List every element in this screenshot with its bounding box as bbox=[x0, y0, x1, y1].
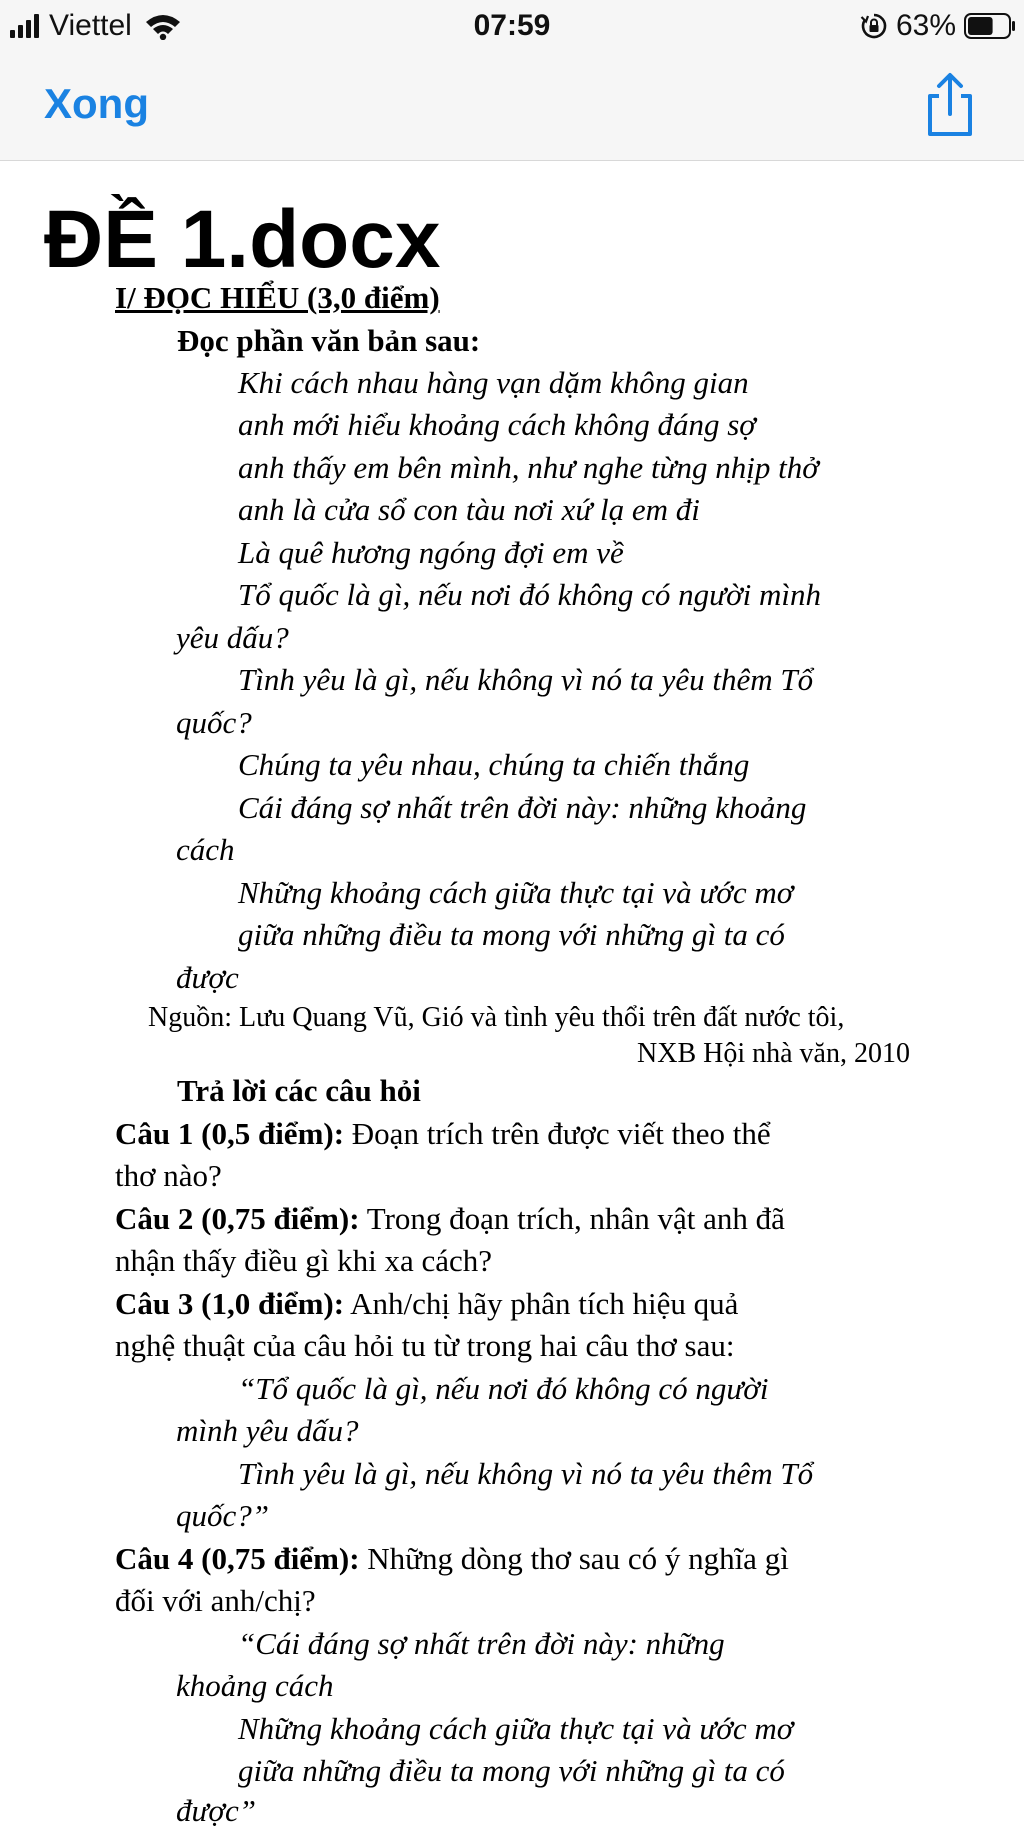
share-button[interactable] bbox=[922, 72, 978, 138]
poem-line: quốc? bbox=[176, 705, 252, 740]
poem-line: Chúng ta yêu nhau, chúng ta chiến thắng bbox=[238, 747, 750, 782]
question-text: đối với anh/chị? bbox=[115, 1583, 316, 1618]
answer-heading: Trả lời các câu hỏi bbox=[177, 1073, 421, 1108]
viewer-nav-bar bbox=[0, 52, 1024, 161]
rotation-lock-icon bbox=[860, 12, 888, 40]
poem-line: Tổ quốc là gì, nếu nơi đó không có người mình bbox=[238, 577, 821, 612]
status-right bbox=[860, 6, 1016, 46]
question-label: Câu 4 (0,75 điểm): bbox=[115, 1541, 360, 1576]
poem-line: anh thấy em bên mình, như nghe từng nhịp thở bbox=[238, 450, 819, 485]
poem-line: cách bbox=[176, 832, 235, 867]
question-text: Những dòng thơ sau có ý nghĩa gì bbox=[359, 1541, 789, 1576]
poem-line: giữa những điều ta mong với những gì ta có bbox=[238, 917, 785, 952]
poem-line: Cái đáng sợ nhất trên đời này: những khoảng bbox=[238, 790, 807, 825]
status-time: 07:59 bbox=[473, 9, 551, 42]
battery-icon bbox=[964, 13, 1016, 39]
question-4 bbox=[115, 1541, 789, 1577]
quote-line: Tình yêu là gì, nếu không vì nó ta yêu thêm Tổ bbox=[238, 1456, 814, 1491]
question-1 bbox=[115, 1116, 771, 1152]
poem-line: yêu dấu? bbox=[176, 620, 289, 655]
question-text: nhận thấy điều gì khi xa cách? bbox=[115, 1243, 493, 1278]
question-text: Đoạn trích trên được viết theo thể bbox=[344, 1116, 771, 1151]
question-label: Câu 1 (0,5 điểm): bbox=[115, 1116, 345, 1151]
question-label: Câu 3 (1,0 điểm): bbox=[115, 1286, 345, 1321]
question-2 bbox=[115, 1201, 785, 1237]
document-title: ĐỀ 1.docx bbox=[44, 194, 441, 285]
source-citation: Nguồn: Lưu Quang Vũ, Gió và tình yêu thổi trên đất nước tôi, bbox=[148, 1002, 845, 1033]
question-text: nghệ thuật của câu hỏi tu từ trong hai câu thơ sau: bbox=[115, 1328, 735, 1363]
quote-line: “Tổ quốc là gì, nếu nơi đó không có người bbox=[238, 1371, 769, 1406]
poem-line: Những khoảng cách giữa thực tại và ước mơ bbox=[238, 875, 794, 910]
question-text: Anh/chị hãy phân tích hiệu quả bbox=[344, 1286, 739, 1321]
poem-line: Là quê hương ngóng đợi em về bbox=[238, 535, 624, 570]
quote-line: giữa những điều ta mong với những gì ta có bbox=[238, 1753, 785, 1788]
question-text: thơ nào? bbox=[115, 1158, 222, 1193]
section-heading: I/ ĐỌC HIỂU (3,0 điểm) bbox=[115, 280, 440, 315]
battery-percent: 63% bbox=[895, 9, 956, 42]
quote-line: Những khoảng cách giữa thực tại và ước mơ bbox=[238, 1711, 794, 1746]
source-publisher: NXB Hội nhà văn, 2010 bbox=[637, 1038, 910, 1069]
quote-line: “Cái đáng sợ nhất trên đời này: những bbox=[238, 1626, 725, 1661]
quote-line: khoảng cách bbox=[176, 1668, 334, 1703]
status-bar bbox=[0, 0, 1024, 52]
carrier-name: Viettel bbox=[49, 9, 132, 42]
quote-line: mình yêu dấu? bbox=[176, 1413, 359, 1448]
poem-line: được bbox=[176, 960, 239, 995]
poem-line: Tình yêu là gì, nếu không vì nó ta yêu thêm Tổ bbox=[238, 662, 814, 697]
done-button[interactable]: Xong bbox=[44, 80, 149, 127]
quote-line: được” bbox=[176, 1793, 256, 1828]
question-3 bbox=[115, 1286, 738, 1322]
quote-line: quốc?” bbox=[176, 1498, 269, 1533]
poem-line: anh là cửa sổ con tàu nơi xứ lạ em đi bbox=[238, 492, 700, 527]
poem-line: anh mới hiểu khoảng cách không đáng sợ bbox=[238, 407, 756, 442]
poem-line: Khi cách nhau hàng vạn dặm không gian bbox=[238, 365, 749, 400]
question-label: Câu 2 (0,75 điểm): bbox=[115, 1201, 360, 1236]
battery-level-fill bbox=[968, 17, 993, 35]
read-instruction: Đọc phần văn bản sau: bbox=[177, 323, 481, 358]
share-icon bbox=[922, 72, 978, 138]
question-text: Trong đoạn trích, nhân vật anh đã bbox=[359, 1201, 785, 1236]
